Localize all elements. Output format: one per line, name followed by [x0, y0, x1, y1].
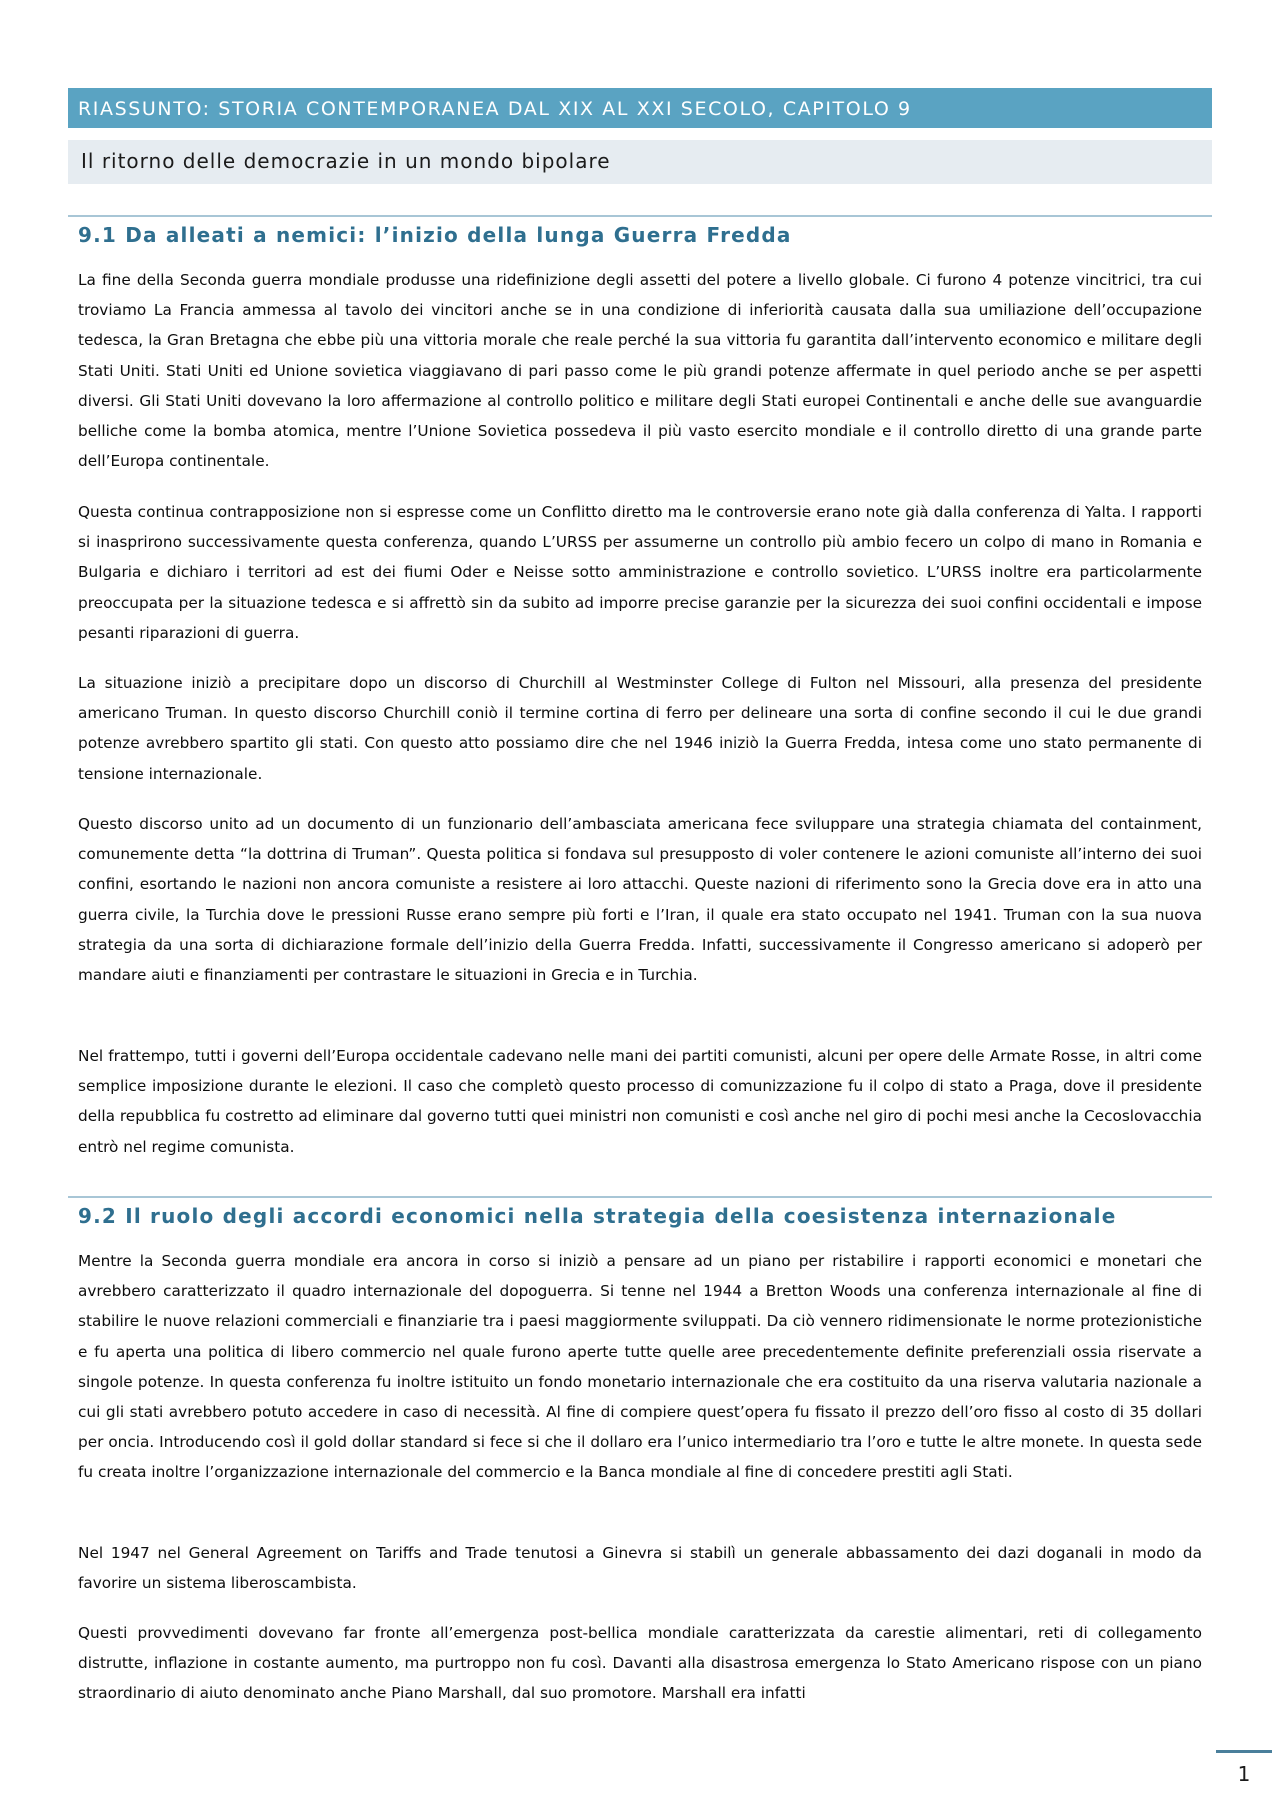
paragraph: Questa continua contrapposizione non si espresse come un Conflitto diretto ma le controversie erano note già dalla conferenza di Yalta. I rapporti si inasprirono successivamente questa conferenza, quando L’URSS per assumerne un controllo più ambio fecero un colpo di mano in Romania e Bulgaria e dichiaro i territori ad est dei fiumi Oder e Neisse sotto amministrazione e controllo sovietico. L’URSS inoltre era particolarmente preoccupata per la situazione tedesca e si affrettò sin da subito ad imporre precise garanzie per la sicurezza dei suoi confini occidentali e impose pesanti riparazioni di guerra.: [78, 503, 1202, 642]
paragraph: Mentre la Seconda guerra mondiale era ancora in corso si iniziò a pensare ad un piano per ristabilire i rapporti economici e monetari che avrebbero caratterizzato il quadro internazionale del dopoguerra. Si tenne nel 1944 a Bretton Woods una conferenza internazionale al fine di stabilire le nuove relazioni commerciali e finanziarie tra i paesi maggiormente sviluppati. Da ciò vennero ridimensionate le norme protezionistiche e fu aperta una politica di libero commercio nel quale furono aperte tutte quelle aree precedentemente definite preferenziali ossia riservate a singole potenze. In questa conferenza fu inoltre istituito un fondo monetario internazionale che era costituito da una riserva valutaria nazionale a cui gli stati avrebbero potuto accedere in caso di necessità. Al fine di compiere quest’opera fu fissato il prezzo dell’oro fisso al costo di 35 dollari per oncia. Introducendo così il gold dollar standard si fece si che il dollaro era l’unico intermediario tra l’oro e tutte le altre monete. In questa sede fu creata inoltre l’organizzazione internazionale del commercio e la Banca mondiale al fine di concedere prestiti agli Stati.: [78, 1252, 1202, 1482]
document-title: RIASSUNTO: STORIA CONTEMPORANEA DAL XIX AL XXI SECOLO, CAPITOLO 9: [78, 98, 912, 120]
section-divider: [68, 1196, 1212, 1198]
paragraph: Nel 1947 nel General Agreement on Tariffs and Trade tenutosi a Ginevra si stabilì un generale abbassamento dei dazi doganali in modo da favorire un sistema liberoscambista.: [78, 1544, 1202, 1593]
paragraph: Questo discorso unito ad un documento di un funzionario dell’ambasciata americana fece sviluppare una strategia chiamata del containment, comunemente detta “la dottrina di Truman”. Questa politica si fondava sul presupposto di voler contenere le azioni comuniste all’interno dei suoi confini, esortando le nazioni non ancora comuniste a resistere ai loro attacchi. Queste nazioni di riferimento sono la Grecia dove era in atto una guerra civile, la Turchia dove le pressioni Russe erano sempre più forti e l’Iran, il quale era stato occupato nel 1941. Truman con la sua nuova strategia da una sorta di dichiarazione formale dell’inizio della Guerra Fredda. Infatti, successivamente il Congresso americano si adoperò per mandare aiuti e finanziamenti per contrastare le situazioni in Grecia e in Turchia.: [78, 815, 1202, 985]
document-subtitle-bar: [68, 140, 1212, 184]
paragraph: Nel frattempo, tutti i governi dell’Europa occidentale cadevano nelle mani dei partiti comunisti, alcuni per opere delle Armate Rosse, in altri come semplice imposizione durante le elezioni. Il caso che completò questo processo di comunizzazione fu il colpo di stato a Praga, dove il presidente della repubblica fu costretto ad eliminare dal governo tutti quei ministri non comunisti e così anche nel giro di pochi mesi anche la Cecoslovacchia entrò nel regime comunista.: [78, 1047, 1202, 1156]
paragraph: Questi provvedimenti dovevano far fronte all’emergenza post-bellica mondiale caratterizzata da carestie alimentari, reti di collegamento distrutte, inflazione in costante aumento, ma purtroppo non fu così. Davanti alla disastrosa emergenza lo Stato Americano rispose con un piano straordinario di aiuto denominato anche Piano Marshall, dal suo promotore. Marshall era infatti: [78, 1624, 1202, 1703]
paragraph: La situazione iniziò a precipitare dopo un discorso di Churchill al Westminster College di Fulton nel Missouri, alla presenza del presidente americano Truman. In questo discorso Churchill coniò il termine cortina di ferro per delineare una sorta di confine secondo il cui le due grandi potenze avrebbero spartito gli stati. Con questo atto possiamo dire che nel 1946 iniziò la Guerra Fredda, intesa come uno stato permanente di tensione internazionale.: [78, 674, 1202, 783]
page-number-rule: [1216, 1750, 1272, 1753]
section-heading-9-2: 9.2 Il ruolo degli accordi economici nella strategia della coesistenza internazionale: [78, 1204, 1117, 1228]
section-divider: [68, 215, 1212, 217]
page-number: 1: [1237, 1762, 1251, 1786]
document-title-bar: [68, 88, 1212, 128]
paragraph: La fine della Seconda guerra mondiale produsse una ridefinizione degli assetti del potere a livello globale. Ci furono 4 potenze vincitrici, tra cui troviamo La Francia ammessa al tavolo dei vincitori anche se in una condizione di inferiorità causata dalla sua umiliazione dell’occupazione tedesca, la Gran Bretagna che ebbe più una vittoria morale che reale perché la sua vittoria fu garantita dall’intervento economico e militare degli Stati Uniti. Stati Uniti ed Unione sovietica viaggiavano di pari passo come le più grandi potenze affermate in quel periodo anche se per aspetti diversi. Gli Stati Uniti dovevano la loro affermazione al controllo politico e militare degli Stati europei Continentali e anche delle sue avanguardie belliche come la bomba atomica, mentre l’Unione Sovietica possedeva il più vasto esercito mondiale e il controllo diretto di una grande parte dell’Europa continentale.: [78, 271, 1202, 471]
document-subtitle: Il ritorno delle democrazie in un mondo bipolare: [81, 149, 611, 173]
section-heading-9-1: 9.1 Da alleati a nemici: l’inizio della lunga Guerra Fredda: [78, 223, 792, 247]
